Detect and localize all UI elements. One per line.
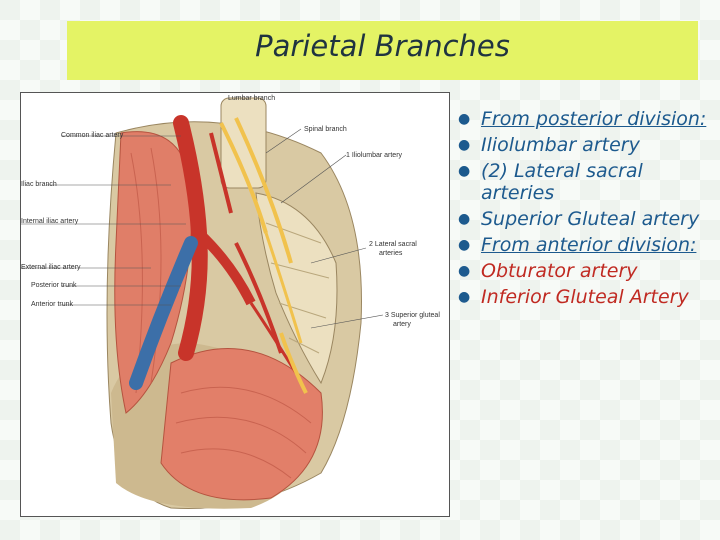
bullet-list bbox=[452, 108, 714, 312]
list-item: ● Superior Gluteal artery bbox=[458, 208, 700, 230]
bullet-dot-icon: ● bbox=[458, 237, 471, 253]
pelvis-illustration bbox=[21, 93, 449, 516]
label-iliolumbar: 1 Iliolumbar artery bbox=[346, 152, 403, 159]
bullet-dot-icon: ● bbox=[458, 137, 471, 153]
label-lateral-sacral-2: arteries bbox=[379, 250, 403, 257]
label-posterior-trunk: Posterior trunk bbox=[31, 282, 77, 289]
label-anterior-trunk: Anterior trunk bbox=[31, 301, 74, 308]
bullet-dot-icon: ● bbox=[458, 111, 471, 127]
title-banner bbox=[67, 21, 698, 80]
bullet-dot-icon: ● bbox=[458, 163, 471, 179]
list-item: ● (2) Lateral sacral arteries bbox=[458, 160, 643, 204]
label-spinal-branch: Spinal branch bbox=[304, 126, 347, 133]
label-external-iliac: External iliac artery bbox=[21, 264, 81, 271]
bullet-dot-icon: ● bbox=[458, 263, 471, 279]
list-item: ● From posterior division: bbox=[458, 108, 707, 130]
label-lateral-sacral-1: 2 Lateral sacral bbox=[369, 241, 417, 248]
list-item: ● Obturator artery bbox=[458, 260, 638, 282]
slide-title: Parietal Branches bbox=[255, 29, 510, 63]
label-common-iliac: Common iliac artery bbox=[61, 132, 124, 139]
list-item: ● Inferior Gluteal Artery bbox=[458, 286, 689, 308]
label-iliac-branch: Iliac branch bbox=[21, 181, 57, 188]
bullet-dot-icon: ● bbox=[458, 211, 471, 227]
list-item: ● From anterior division: bbox=[458, 234, 697, 256]
label-internal-iliac: Internal iliac artery bbox=[21, 218, 79, 225]
list-item: ● Iliolumbar artery bbox=[458, 134, 640, 156]
label-superior-gluteal-1: 3 Superior gluteal bbox=[385, 312, 440, 319]
label-lumbar-branch: Lumbar branch bbox=[228, 95, 276, 102]
bullet-dot-icon: ● bbox=[458, 289, 471, 305]
label-superior-gluteal-2: artery bbox=[393, 321, 411, 328]
anatomy-figure bbox=[20, 92, 450, 517]
